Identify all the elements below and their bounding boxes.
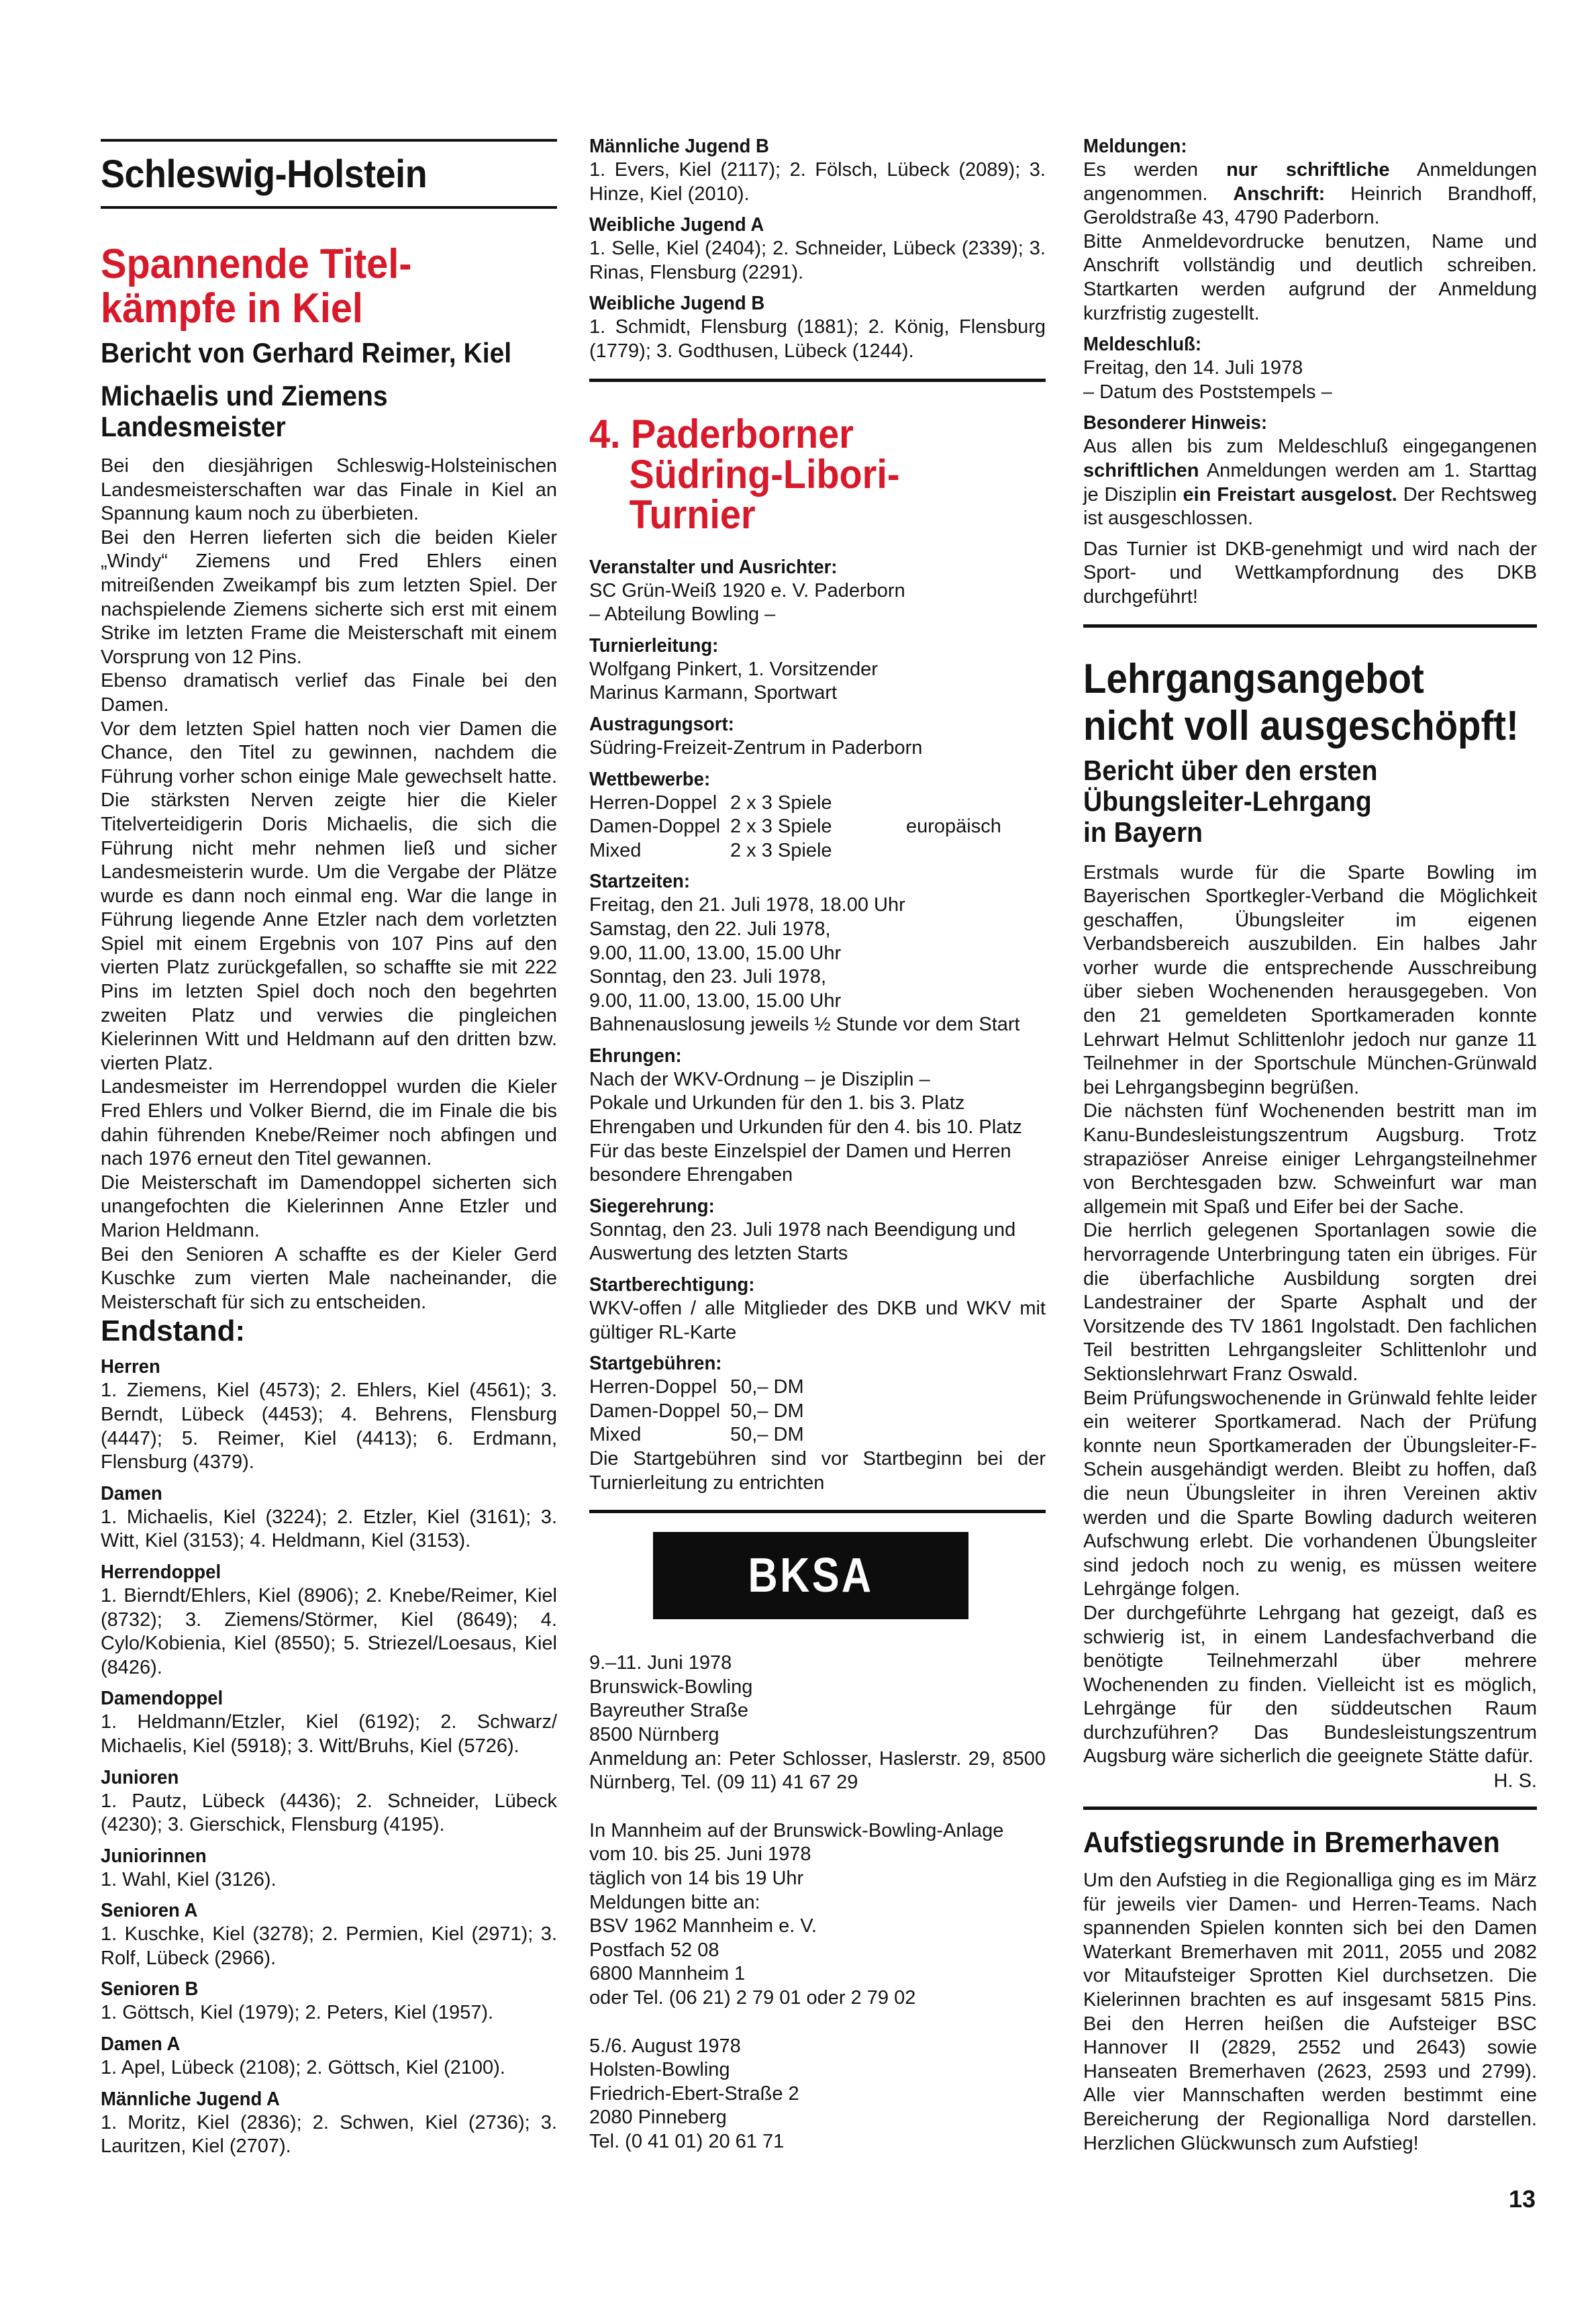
- info-line: Die Startgebühren sind vor Startbeginn bei der Turnierleitung zu entrichten: [589, 1448, 1046, 1494]
- competition-note: europäisch: [906, 816, 1001, 838]
- category-results: 1. Moritz, Kiel (2836); 2. Schwen, Kiel (2736); 3. Lauritzen, Kiel (2707).: [101, 2111, 557, 2158]
- section-divider: [589, 1510, 1046, 1513]
- paragraph: Bei den Herren lieferten sich die beiden Kieler „Windy“ Ziemens und Fred Ehlers einen mitreißenden Zweikampf bis zum letzten Spiel. Der nachspielende Ziemens sicherte sich erst mit einem Strike im letzten Frame die Meisterschaft mit einem Vorsprung von 12 Pins.: [101, 526, 557, 668]
- bksa-event: [589, 2035, 1046, 2154]
- article-body: [101, 454, 557, 1314]
- info-hinweis: [1083, 411, 1537, 530]
- lehrgang-subhead: [1083, 755, 1505, 848]
- category-label: Männliche Jugend B: [589, 136, 769, 157]
- category-label: Weibliche Jugend B: [589, 293, 765, 315]
- fee-amount: 50,– DM: [730, 1424, 804, 1446]
- headline-line: Lehrgangsangebot: [1083, 655, 1424, 702]
- result-category: [589, 291, 1046, 363]
- headline-line: Turnier: [629, 491, 756, 537]
- fee-row: [589, 1376, 1046, 1400]
- info-label: Austragungsort:: [589, 713, 734, 735]
- event-line: täglich von 14 bis 19 Uhr: [589, 1867, 804, 1889]
- info-label: Besonderer Hinweis:: [1083, 412, 1268, 434]
- category-results: 1. Apel, Lübeck (2108); 2. Göttsch, Kiel (2100).: [101, 2057, 505, 2079]
- info-line: Ehrengaben und Urkunden für den 4. bis 10. Platz: [589, 1116, 1022, 1139]
- text-run: Aus allen bis zum Meldeschluß eingegangenen: [1083, 436, 1537, 458]
- competition-row: [589, 815, 1046, 839]
- result-category: [101, 1560, 557, 1680]
- info-label: Turnierleitung:: [589, 634, 719, 657]
- info-line: Freitag, den 21. Juli 1978, 18.00 Uhr: [589, 894, 905, 916]
- fee-name: Damen-Doppel: [589, 1400, 721, 1422]
- result-category: [101, 1844, 557, 1892]
- category-label: Damendoppel: [101, 1688, 223, 1710]
- text-run-bold: Anschrift:: [1233, 183, 1326, 205]
- text-run: Der Rechtsweg ist ausgeschlossen.: [1083, 483, 1537, 530]
- paragraph: Die herrlich gelegenen Sportanlagen sowie die hervorragende Unterbringung taten ein übriges. Für die überfachliche Ausbildung sorgten drei Landestrainer der Sparte Asphalt und der Vorsitzende des TV 1861 Ingolstadt. Den fachlichen Teil bestritten Lehrgangsleiter Schlittenlohr und Sektionslehrwart Franz Oswald.: [1083, 1220, 1537, 1385]
- section-divider: [589, 379, 1046, 382]
- info-label: Meldeschluß:: [1083, 334, 1202, 356]
- info-startzeiten: [589, 869, 1046, 1037]
- headline-line: kämpfe in Kiel: [101, 285, 363, 332]
- info-startberechtigung: [589, 1273, 1046, 1345]
- info-line: SC Grün-Weiß 1920 e. V. Paderborn: [589, 579, 905, 601]
- category-label: Damen A: [101, 2033, 181, 2056]
- info-turnierleitung: [589, 634, 1046, 706]
- info-siegerehrung: [589, 1194, 1046, 1266]
- bksa-logo-box: [653, 1532, 968, 1619]
- paragraph: Der durchgeführte Lehrgang hat gezeigt, daß es schwierig ist, in einem Landesfachverband die benötigte Teilnehmerzahl über mehrere Wochenenden zu finden. Vielleicht ist es möglich, Lehrgänge für den süddeutschen Raum durchzuführen? Das Bundesleistungszentrum Augsburg wäre sicherlich die geeignete Stätte dafür.: [1083, 1602, 1537, 1768]
- category-results: 1. Göttsch, Kiel (1979); 2. Peters, Kiel (1957).: [101, 2002, 494, 2024]
- fee-amount: 50,– DM: [730, 1400, 804, 1422]
- text-run-bold: nur schriftliche: [1226, 159, 1390, 181]
- section-title: Schleswig-Holstein: [101, 152, 428, 196]
- fee-name: Herren-Doppel: [589, 1376, 717, 1398]
- paragraph: Bei den Senioren A schaffte es der Kieler Gerd Kuschke zum vierten Male nacheinander, die Meisterschaft für sich zu entscheiden.: [101, 1243, 557, 1313]
- event-line: Anmeldung an: Peter Schlosser, Haslerstr. 29, 8500 Nürnberg, Tel. (09 11) 41 67 29: [589, 1747, 1046, 1794]
- event-line: 8500 Nürnberg: [589, 1723, 719, 1745]
- event-line: Holsten-Bowling: [589, 2059, 730, 2081]
- fee-amount: 50,– DM: [730, 1376, 804, 1398]
- info-line: 9.00, 11.00, 13.00, 15.00 Uhr: [589, 942, 842, 964]
- result-category: [101, 2032, 557, 2080]
- section-divider: [1083, 624, 1537, 628]
- text-run: Es werden: [1083, 159, 1227, 181]
- subhead-line: Übungsleiter-Lehrgang: [1083, 785, 1372, 817]
- info-paragraph: [1083, 158, 1537, 230]
- category-results: 1. Selle, Kiel (2404); 2. Schneider, Lübeck (2339); 3. Rinas, Flensburg (2291).: [589, 238, 1046, 283]
- event-line: Bayreuther Straße: [589, 1700, 748, 1722]
- headline-line: Spannende Titel-: [101, 241, 412, 287]
- section-divider: [1083, 1807, 1537, 1810]
- text-run-bold: ein Freistart ausgelost.: [1183, 483, 1397, 506]
- headline-line: 4. Paderborner: [589, 411, 854, 456]
- event-line: 9.–11. Juni 1978: [589, 1652, 732, 1674]
- competition-note: [879, 791, 1046, 816]
- bksa-logo: BKSA: [748, 1549, 874, 1603]
- endstand-heading: Endstand:: [101, 1314, 246, 1348]
- text-run: Anmeldungen angenommen.: [1083, 159, 1537, 205]
- event-line: BSV 1962 Mannheim e. V.: [589, 1915, 817, 1937]
- info-line: Südring-Freizeit-Zentrum in Paderborn: [589, 736, 923, 759]
- paragraph: Um den Aufstieg in die Regionalliga ging es im März für jeweils vier Damen- und Herren-Teams. Nach spannenden Spielen konnten sich bei den Damen Waterkant Bremerhaven mit 2011, 2055 und 2082 vor Mitaufsteiger Sprotten Kiel durchsetzen. Die Kielerinnen brachten es auf insgesamt 5815 Pins. Bei den Herren heißen die Aufsteiger BSC Hannover II (2829, 2552 und 2643) sowie Hanseaten Bremerhaven (2623, 2593 und 2799). Alle vier Mannschaften werden bestimmt eine Bereicherung der Regionalliga Nord darstellen. Herzlichen Glückwunsch zum Aufstieg!: [1083, 1870, 1537, 2154]
- paragraph: Landesmeister im Herrendoppel wurden die Kieler Fred Ehlers und Volker Biernd, die im Finale die bis dahin führenden Knebe/Reimer noch abfingen und nach 1976 erneut den Titel gewannen.: [101, 1076, 557, 1170]
- paragraph: Vor dem letzten Spiel hatten noch vier Damen die Chance, den Titel zu gewinnen, nachdem die Führung vorher schon einige Male gewechselt hatte. Die stärksten Nerven zeigte hier die Kieler Titelverteidigerin Doris Michaelis, die sich die Führung nicht mehr nehmen ließ und sicher Landesmeisterin wurde. Um die Vergabe der Plätze wurde es dann noch einmal eng. War die lange in Führung liegende Anne Etzler nach dem vorletzten Spiel mit einem Ergebnis von 107 Pins auf den vierten Platz zurückgefallen, so schaffte sie mit 222 Pins im letzten Spiel doch noch den begehrten zweiten Platz und verwies die pingleichen Kielerinnen Witt und Heldmann auf den dritten bzw. vierten Platz.: [101, 718, 557, 1074]
- info-line: Nach der WKV-Ordnung – je Disziplin –: [589, 1068, 930, 1090]
- category-results: 1. Pautz, Lübeck (4436); 2. Schneider, Lübeck (4230); 3. Gierschick, Flensburg (4195).: [101, 1790, 557, 1836]
- category-results: 1. Ziemens, Kiel (4573); 2. Ehlers, Kiel (4561); 3. Berndt, Lübeck (4453); 4. Behrens, Flensburg (4447); 5. Reimer, Kiel (4413); 6. Erdmann, Flensburg (4379).: [101, 1380, 557, 1474]
- info-line: Sonntag, den 23. Juli 1978 nach Beendigung und Auswertung des letzten Starts: [589, 1218, 1016, 1265]
- category-label: Senioren B: [101, 1978, 199, 2001]
- article-headline: [101, 242, 525, 331]
- bksa-event: [589, 1651, 1046, 1795]
- info-line: Marinus Karmann, Sportwart: [589, 682, 838, 704]
- subhead-line: Bericht über den ersten: [1083, 754, 1378, 786]
- info-line: Sonntag, den 23. Juli 1978,: [589, 966, 827, 988]
- lehrgang-body: [1083, 861, 1537, 1794]
- info-paragraph: [1083, 435, 1537, 530]
- category-label: Damen: [101, 1482, 162, 1504]
- competition-row: [589, 839, 1046, 863]
- event-line: oder Tel. (06 21) 2 79 01 oder 2 79 02: [589, 1986, 916, 2009]
- event-line: Meldungen bitte an:: [589, 1891, 760, 1913]
- info-line: WKV-offen / alle Mitglieder des DKB und WKV mit gültiger RL-Karte: [589, 1298, 1046, 1343]
- event-line: 6800 Mannheim 1: [589, 1963, 746, 1985]
- category-results: 1. Bierndt/Ehlers, Kiel (8906); 2. Knebe/Reimer, Kiel (8732); 3. Ziemens/Störmer, Kiel (8649); 4. Cylo/Kobienia, Kiel (8550); 5. Striezel/Loesaus, Kiel (8426).: [101, 1584, 557, 1678]
- info-wettbewerbe: [589, 767, 1046, 863]
- result-category: [589, 134, 1046, 206]
- info-label: Siegerehrung:: [589, 1195, 715, 1217]
- author-initials: H. S.: [1493, 1770, 1537, 1792]
- info-line: Samstag, den 22. Juli 1978,: [589, 918, 831, 940]
- column-right: [1083, 0, 1537, 2156]
- competition-note: [879, 839, 1046, 863]
- competition-name: Herren-Doppel: [589, 791, 717, 814]
- info-label: Startberechtigung:: [589, 1274, 755, 1296]
- text-run: Heinrich Brandhoff, Geroldstraße 43, 4790 Paderborn.: [1083, 183, 1537, 229]
- event-line: Friedrich-Ebert-Straße 2: [589, 2082, 799, 2105]
- category-results: 1. Michaelis, Kiel (3224); 2. Etzler, Kiel (3161); 3. Witt, Kiel (3153); 4. Heldmann, Kiel (3153).: [101, 1506, 557, 1552]
- result-category: [101, 1977, 557, 2025]
- paragraph: Beim Prüfungswochenende in Grünwald fehlte leider ein weiterer Sportkamerad. Nach der Prüfung konnte neun Sportkameraden der Übungsleiter-F-Schein ausgehändigt werden. Bleibt zu hoffen, daß die neun Übungsleiter in ihren Vereinen aktiv werden und die Sparte Bowling dadurch weiteren Aufschwung erlebt. Die vorhandenen Übungsleiter sind jedoch noch zu wenig, es müssen weitere Lehrgänge folgen.: [1083, 1387, 1537, 1600]
- section-bottom-rule: [101, 206, 557, 209]
- competition-name: Damen-Doppel: [589, 816, 721, 838]
- event-line: Postfach 52 08: [589, 1939, 719, 1961]
- column-schleswig-holstein: [101, 0, 557, 2159]
- info-paragraph: Das Turnier ist DKB-genehmigt und wird nach der Sport- und Wettkampfordnung des DKB durchgeführt!: [1083, 538, 1537, 608]
- category-results: 1. Schmidt, Flensburg (1881); 2. König, Flensburg (1779); 3. Godthusen, Lübeck (1244).: [589, 316, 1046, 362]
- event-line: Tel. (0 41 01) 20 61 71: [589, 2130, 785, 2152]
- lehrgang-headline: [1083, 655, 1519, 750]
- fee-row: [589, 1400, 1046, 1424]
- info-label: Startzeiten:: [589, 871, 691, 893]
- paragraph: Erstmals wurde für die Sparte Bowling im Bayerischen Sportkegler-Verband die Möglichkeit geschaffen, Übungsleiter im eigenen Verbandsbereich auszubilden. Ein halbes Jahr vorher wurde die entsprechende Ausschreibung über sieben Wochenenden herausgegeben. Von den 21 gemeldeten Sportkameraden konnte Lehrwart Helmut Schlittenlohr jedoch nur ganze 11 Teilnehmer in der Sportschule München-Grünwald bei Lehrgangsbeginn begrüßen.: [1083, 861, 1537, 1098]
- info-line: Freitag, den 14. Juli 1978: [1083, 357, 1303, 379]
- category-label: Weibliche Jugend A: [589, 214, 764, 236]
- category-results: 1. Wahl, Kiel (3126).: [101, 1868, 277, 1890]
- subhead-line: in Bayern: [1083, 816, 1203, 848]
- category-results: 1. Kuschke, Kiel (3278); 2. Permien, Kiel (2971); 3. Rolf, Lübeck (2966).: [101, 1923, 557, 1969]
- event-line: 5./6. August 1978: [589, 2035, 741, 2057]
- event-line: 2080 Pinneberg: [589, 2107, 727, 2129]
- paragraph: Die nächsten fünf Wochenenden bestritt man im Kanu-Bundesleistungszentrum Augsburg. Trotz strapaziöser Anreise einiger Lehrgangsteilnehmer von Berchtesgaden bzw. Schweinfurt war man allgemein mit Spaß und Eifer bei der Sache.: [1083, 1100, 1537, 1218]
- info-austragungsort: [589, 712, 1046, 761]
- info-label: Meldungen:: [1083, 136, 1187, 157]
- info-meldeschluss: [1083, 332, 1537, 404]
- text-run: Anmeldungen werden am 1. Starttag je Disziplin: [1083, 459, 1537, 506]
- aufstieg-headline: Aufstiegsrunde in Bremerhaven: [1083, 1826, 1500, 1860]
- text-run-bold: schriftlichen: [1083, 459, 1199, 481]
- paragraph: Bei den diesjährigen Schleswig-Holsteinischen Landesmeisterschaften war das Finale in Kiel an Spannung kaum noch zu überbieten.: [101, 455, 557, 525]
- info-label: Startgebühren:: [589, 1353, 722, 1375]
- result-category: [589, 213, 1046, 285]
- fee-row: [589, 1423, 1046, 1447]
- info-line: – Datum des Poststempels –: [1083, 381, 1332, 403]
- info-line: 9.00, 11.00, 13.00, 15.00 Uhr: [589, 990, 842, 1012]
- info-label: Ehrungen:: [589, 1045, 682, 1067]
- competition-games: 2 x 3 Spiele: [730, 816, 832, 838]
- category-label: Juniorinnen: [101, 1845, 207, 1867]
- category-label: Herren: [101, 1356, 160, 1378]
- category-results: 1. Evers, Kiel (2117); 2. Fölsch, Lübeck (2089); 3. Hinze, Kiel (2010).: [589, 159, 1046, 205]
- column-paderborn: [589, 0, 1046, 2154]
- category-label: Junioren: [101, 1766, 179, 1788]
- info-line: Bahnenauslosung jeweils ½ Stunde vor dem Start: [589, 1014, 1020, 1036]
- result-category: [101, 1898, 557, 1970]
- page-number: 13: [1508, 2185, 1536, 2213]
- info-line: Wolfgang Pinkert, 1. Vorsitzender: [589, 658, 878, 680]
- category-label: Senioren A: [101, 1900, 198, 1922]
- category-label: Herrendoppel: [101, 1561, 221, 1583]
- article-byline: Bericht von Gerhard Reimer, Kiel: [101, 337, 512, 369]
- category-label: Männliche Jugend A: [101, 2088, 280, 2110]
- paragraph: Ebenso dramatisch verlief das Finale bei den Damen.: [101, 670, 557, 716]
- result-category: [101, 1482, 557, 1553]
- event-line: Brunswick-Bowling: [589, 1676, 753, 1698]
- info-label: Veranstalter und Ausrichter:: [589, 556, 838, 578]
- competition-name: Mixed: [589, 839, 642, 861]
- competition-games: 2 x 3 Spiele: [730, 791, 832, 814]
- headline-line: Südring-Libori-: [629, 451, 900, 497]
- competition-games: 2 x 3 Spiele: [730, 839, 832, 861]
- article-subhead: [101, 381, 525, 442]
- info-startgebuehren: [589, 1351, 1046, 1495]
- info-label: Wettbewerbe:: [589, 768, 711, 790]
- headline-line: nicht voll ausgeschöpft!: [1083, 702, 1519, 749]
- info-line: Für das beste Einzelspiel der Damen und Herren besondere Ehrengaben: [589, 1140, 1011, 1186]
- result-category: [101, 1686, 557, 1758]
- competition-row: [589, 791, 1046, 816]
- section-top-rule: [101, 139, 557, 142]
- info-line: – Abteilung Bowling –: [589, 604, 776, 626]
- results-list: [101, 1355, 557, 2158]
- info-line: Pokale und Urkunden für den 1. bis 3. Platz: [589, 1092, 965, 1114]
- paragraph: Die Meisterschaft im Damendoppel sicherten sich unangefochten die Kielerinnen Anne Etzler und Marion Heldmann.: [101, 1171, 557, 1241]
- info-ehrungen: [589, 1044, 1046, 1188]
- event-line: vom 10. bis 25. Juni 1978: [589, 1843, 811, 1866]
- bksa-event: [589, 1819, 1046, 2011]
- tournament-headline: [589, 411, 1013, 537]
- fee-name: Mixed: [589, 1424, 642, 1446]
- subhead-line: Landesmeister: [101, 411, 286, 442]
- subhead-line: Michaelis und Ziemens: [101, 380, 388, 412]
- event-line: In Mannheim auf der Brunswick-Bowling-Anlage: [589, 1819, 1004, 1841]
- info-paragraph: Bitte Anmeldevordrucke benutzen, Name und Anschrift vollständig und deutlich schreiben. Startkarten werden aufgrund der Anmeldung kurzfristig zugestellt.: [1083, 230, 1537, 324]
- result-category: [101, 1355, 557, 1474]
- info-meldungen: [1083, 134, 1537, 326]
- result-category: [101, 2087, 557, 2159]
- info-veranstalter: [589, 555, 1046, 627]
- result-category: [101, 1766, 557, 1837]
- category-results: 1. Heldmann/Etzler, Kiel (6192); 2. Schwarz/ Michaelis, Kiel (5918); 3. Witt/Bruhs, Kiel (5726).: [101, 1711, 557, 1757]
